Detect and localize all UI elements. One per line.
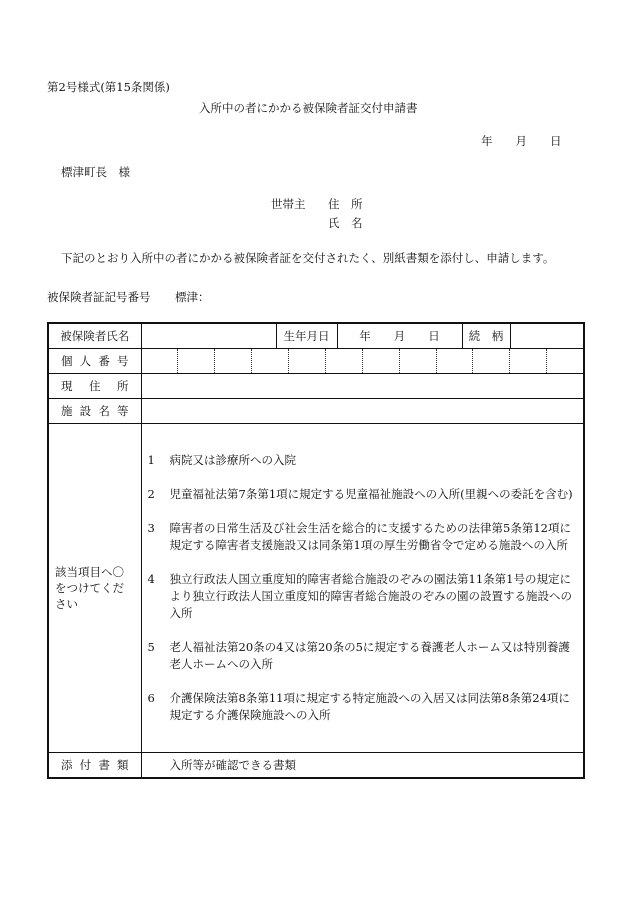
insured-name-label: 被保険者氏名 <box>48 323 141 349</box>
facility-field[interactable] <box>141 399 584 424</box>
item-number: 2 <box>147 487 155 501</box>
personal-number-label-cell <box>48 349 141 374</box>
relationship-label: 続 柄 <box>462 323 510 349</box>
table-row <box>48 753 584 779</box>
item-text: 独立行政法人国立重度知的障害者総合施設のぞみの園法第11条第1号の規定により独立行政法人国立重度知的障害者総合施設のぞみの園の設置する施設への入所 <box>169 572 572 620</box>
insurance-number-value[interactable]: 標津： <box>175 290 210 304</box>
birthdate-field[interactable]: 年 月 日 <box>337 323 462 349</box>
item-number: 3 <box>147 521 155 535</box>
list-item[interactable] <box>148 690 576 724</box>
current-address-label-cell <box>48 374 141 399</box>
page-title: 入所中の者にかかる被保険者証交付申請書 <box>199 101 418 115</box>
attachment-field: 入所等が確認できる書類 <box>141 753 584 779</box>
birthdate-label: 生年月日 <box>276 323 337 349</box>
current-address-label: 現 住 所 <box>61 379 129 393</box>
form-number: 第2号様式(第15条関係) <box>47 80 170 94</box>
applicant-address-label: 住 所 <box>328 197 363 211</box>
addressee: 標津町長 様 <box>61 165 130 179</box>
item-number: 1 <box>147 453 155 467</box>
item-number: 4 <box>147 572 155 586</box>
item-text: 老人福祉法第20条の4又は第20条の5に規定する養護老人ホーム又は特別養護老人ホームへの入所 <box>169 640 570 671</box>
list-item[interactable] <box>148 520 576 554</box>
applicable-label: 該当項目へ〇をつけてください <box>55 565 124 611</box>
table-row <box>48 349 584 374</box>
insurance-number-label: 被保険者証記号番号 <box>47 290 151 304</box>
list-item[interactable] <box>148 639 576 673</box>
item-text: 障害者の日常生活及び社会生活を総合的に支援するための法律第5条第12項に規定する障害者支援施設又は同条第1項の厚生労働省令で定める施設への入所 <box>169 521 571 552</box>
relationship-field[interactable] <box>510 323 584 349</box>
item-number: 6 <box>147 691 155 705</box>
attachment-label-cell <box>48 753 141 779</box>
applicable-label-cell <box>48 424 141 753</box>
insured-name-field[interactable] <box>141 323 276 349</box>
list-item[interactable] <box>148 452 576 469</box>
facility-label-cell <box>48 399 141 424</box>
table-row <box>48 374 584 399</box>
current-address-field[interactable] <box>141 374 584 399</box>
attachment-label: 添 付 書 類 <box>61 758 129 772</box>
application-table <box>47 322 585 779</box>
table-row <box>48 399 584 424</box>
item-text: 児童福祉法第7条第1項に規定する児童福祉施設への入所(里親への委託を含む) <box>169 487 573 501</box>
facility-label: 施 設 名 等 <box>61 404 129 418</box>
table-row <box>48 323 584 349</box>
list-item[interactable] <box>148 571 576 622</box>
date-field[interactable]: 年 月 日 <box>481 134 562 148</box>
item-number: 5 <box>147 640 155 654</box>
personal-number-label: 個 人 番 号 <box>61 354 129 368</box>
intro-text: 下記のとおり入所中の者にかかる被保険者証を交付されたく、別紙書類を添付し、申請します。 <box>61 251 555 265</box>
household-head-label: 世帯主 <box>271 197 306 211</box>
applicant-name-label: 氏 名 <box>328 216 363 230</box>
item-text: 介護保険法第8条第11項に規定する特定施設への入居又は同法第8条第24項に規定する介護保険施設への入所 <box>169 691 570 722</box>
applicable-items-list <box>142 424 584 752</box>
table-row <box>48 424 584 753</box>
list-item[interactable] <box>148 486 576 503</box>
applicable-items-cell <box>141 424 584 753</box>
personal-number-digit-boxes[interactable] <box>142 349 584 373</box>
personal-number-field[interactable] <box>141 349 584 374</box>
item-text: 病院又は診療所への入院 <box>169 453 296 467</box>
